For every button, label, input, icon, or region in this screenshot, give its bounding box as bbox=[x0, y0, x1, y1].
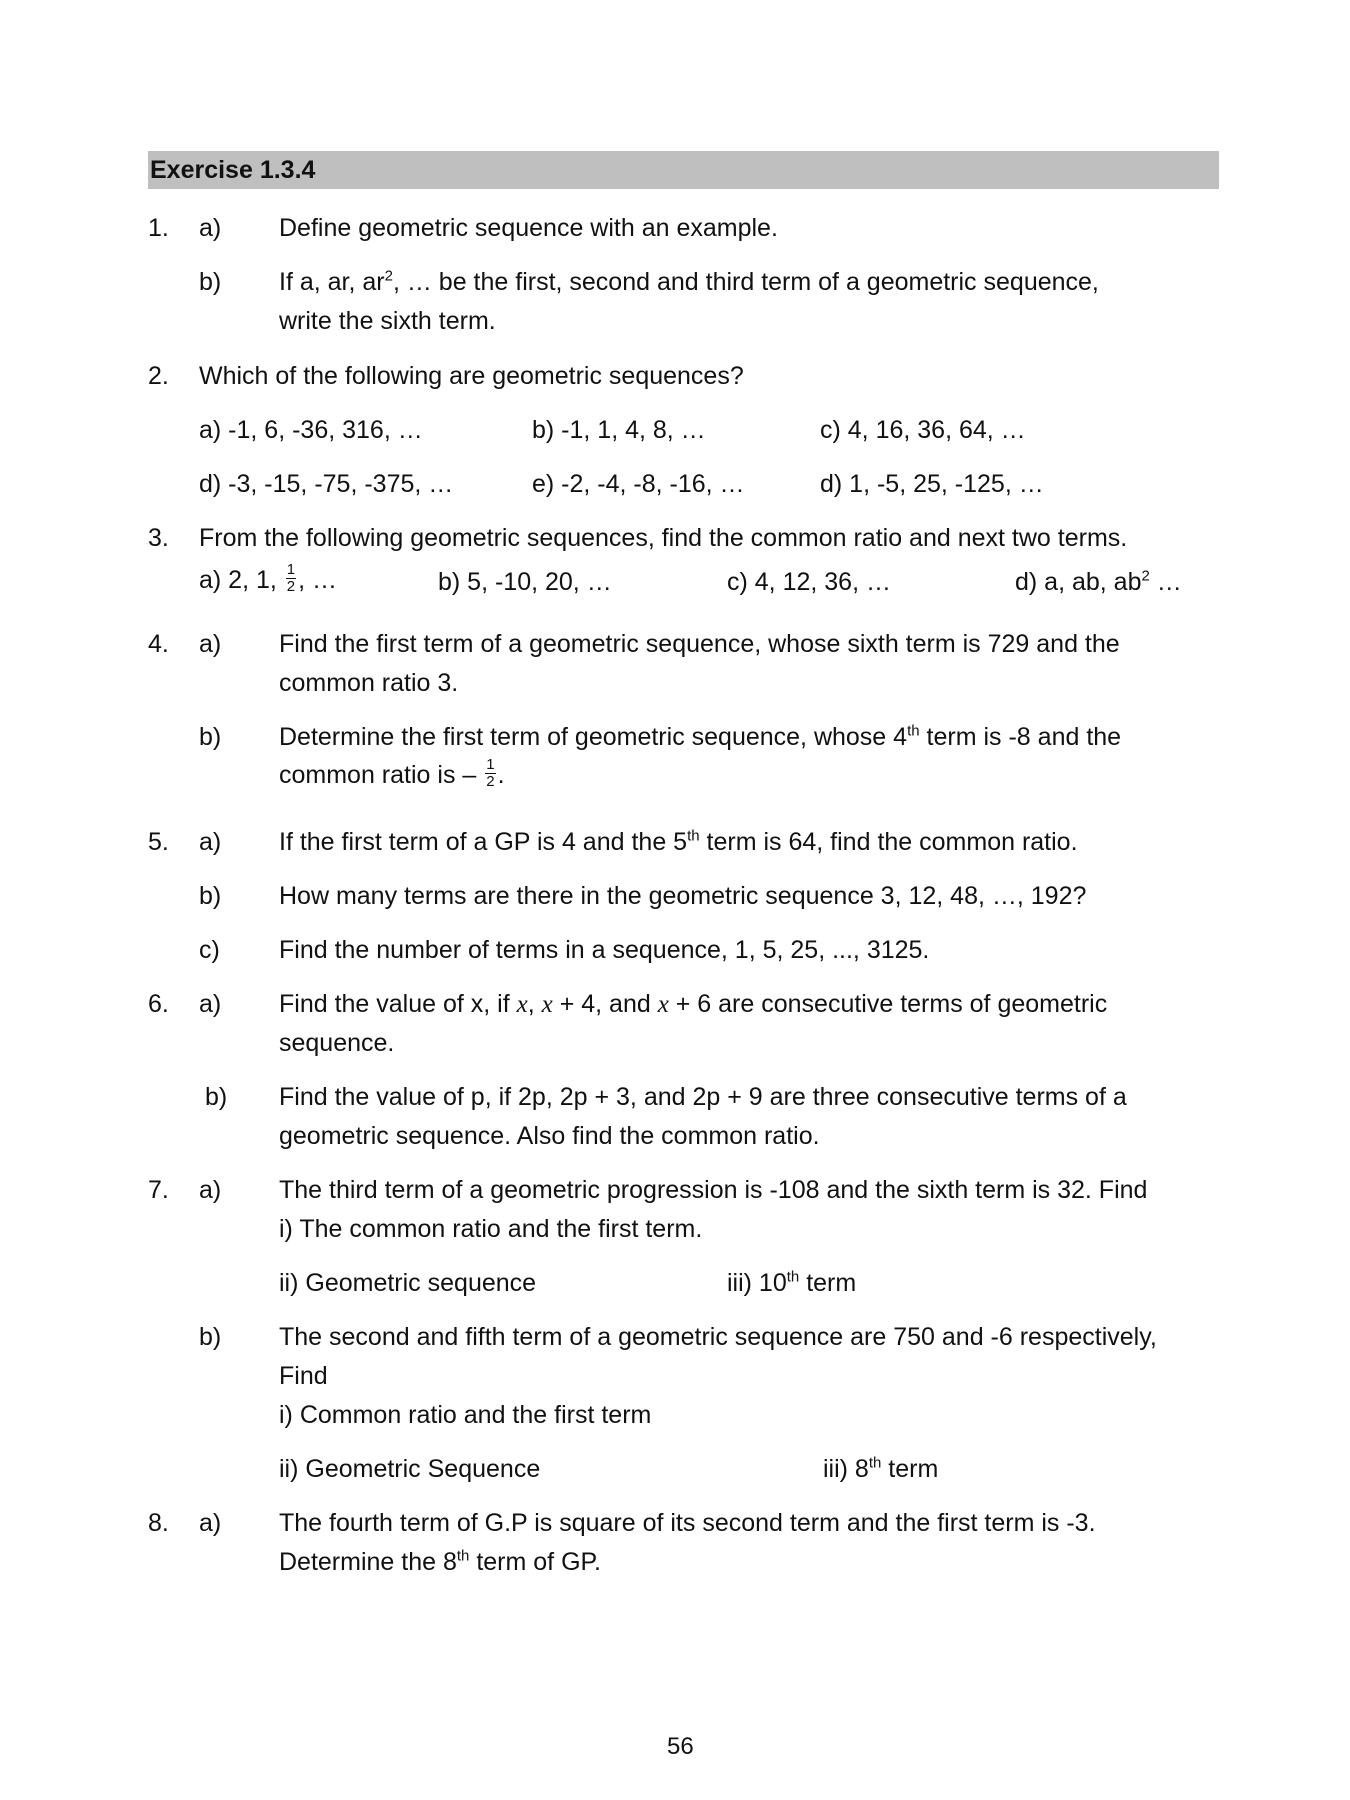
q5b-text: How many terms are there in the geometric sequence 3, 12, 48, …, 192? bbox=[279, 882, 1087, 910]
q4b-line-2: common ratio is – $\frac{1}{2}$ . bbox=[279, 756, 505, 790]
page-number: 56 bbox=[667, 1733, 694, 1760]
q7b-line-3: i) Common ratio and the first term bbox=[279, 1401, 652, 1429]
q1-number: 1. bbox=[148, 214, 169, 242]
q2-option-b: b) -1, 1, 4, 8, … bbox=[532, 416, 706, 444]
q8a-line-2: Determine the 8th term of GP. bbox=[279, 1547, 601, 1576]
q6b-label: b) bbox=[205, 1083, 228, 1111]
q2-option-a: a) -1, 6, -36, 316, … bbox=[199, 416, 423, 444]
q3-text: From the following geometric sequences, find the common ratio and next two terms. bbox=[199, 524, 1128, 552]
q3-option-a: a) 2, 1, $\frac{1}{2}$ , … bbox=[199, 561, 338, 595]
q7a-line-1: The third term of a geometric progression is -108 and the sixth term is 32. Find bbox=[279, 1176, 1148, 1204]
q2-number: 2. bbox=[148, 362, 169, 390]
q4a-line-1: Find the first term of a geometric sequence, whose sixth term is 729 and the bbox=[279, 630, 1120, 658]
q5-number: 5. bbox=[148, 828, 169, 856]
q3-option-b: b) 5, -10, 20, … bbox=[438, 568, 612, 596]
q4b-label: b) bbox=[199, 723, 222, 751]
fraction-half: $\frac{1}{2}$ bbox=[486, 756, 495, 790]
q3-option-c: c) 4, 12, 36, … bbox=[727, 568, 891, 596]
q2-option-e: e) -2, -4, -8, -16, … bbox=[532, 470, 745, 498]
q4a-line-2: common ratio 3. bbox=[279, 669, 459, 697]
q6b-line-1: Find the value of p, if 2p, 2p + 3, and 2p + 9 are three consecutive terms of a bbox=[279, 1083, 1127, 1111]
q6-number: 6. bbox=[148, 990, 169, 1018]
q8a-line-1: The fourth term of G.P is square of its second term and the first term is -3. bbox=[279, 1509, 1096, 1537]
q6a-line-1: Find the value of x, if x, x + 4, and x + 6 are consecutive terms of geometric bbox=[279, 990, 1108, 1018]
q7a-part-ii: ii) Geometric sequence bbox=[279, 1269, 537, 1297]
q1b-label: b) bbox=[199, 268, 222, 296]
q7b-label: b) bbox=[199, 1323, 222, 1351]
q5c-label: c) bbox=[199, 936, 220, 964]
q1b-line-1: If a, ar, $ar^2$, … be the first, second and third term of a geometric sequence, bbox=[279, 267, 1099, 296]
q7a-label: a) bbox=[199, 1176, 222, 1204]
q5a-text: If the first term of a GP is 4 and the 5th term is 64, find the common ratio. bbox=[279, 827, 1078, 856]
q7b-part-iii: iii) 8th term bbox=[823, 1454, 939, 1483]
q7b-line-2: Find bbox=[279, 1362, 328, 1390]
q5a-label: a) bbox=[199, 828, 222, 856]
q7b-part-ii: ii) Geometric Sequence bbox=[279, 1455, 541, 1483]
q8a-label: a) bbox=[199, 1509, 222, 1537]
q6a-label: a) bbox=[199, 990, 222, 1018]
q8-number: 8. bbox=[148, 1509, 169, 1537]
q1b-line-2: write the sixth term. bbox=[279, 307, 496, 335]
q7a-part-iii: iii) 10th term bbox=[727, 1268, 857, 1297]
q4b-line-1: Determine the first term of geometric sequence, whose 4th term is -8 and the bbox=[279, 722, 1122, 751]
q2-text: Which of the following are geometric sequences? bbox=[199, 362, 744, 390]
q3-option-d: d) a, ab, $ab^2$ … bbox=[1015, 567, 1182, 596]
q2-option-d: d) -3, -15, -75, -375, … bbox=[199, 470, 454, 498]
q6b-line-2: geometric sequence. Also find the common ratio. bbox=[279, 1122, 820, 1150]
q6a-line-2: sequence. bbox=[279, 1029, 395, 1057]
exercise-heading-bar bbox=[148, 151, 1219, 189]
q7b-line-1: The second and fifth term of a geometric sequence are 750 and -6 respectively, bbox=[279, 1323, 1157, 1351]
q2-option-f: d) 1, -5, 25, -125, … bbox=[820, 470, 1044, 498]
q3-number: 3. bbox=[148, 524, 169, 552]
q2-option-c: c) 4, 16, 36, 64, … bbox=[820, 416, 1026, 444]
exercise-heading: Exercise 1.3.4 bbox=[150, 156, 316, 184]
q5b-label: b) bbox=[199, 882, 222, 910]
q1a-label: a) bbox=[199, 214, 222, 242]
q4-number: 4. bbox=[148, 630, 169, 658]
q5c-text: Find the number of terms in a sequence, 1, 5, 25, ..., 3125. bbox=[279, 936, 930, 964]
q7-number: 7. bbox=[148, 1176, 169, 1204]
q4a-label: a) bbox=[199, 630, 222, 658]
q7a-line-2: i) The common ratio and the first term. bbox=[279, 1215, 703, 1243]
fraction-half: $\frac{1}{2}$ bbox=[286, 561, 296, 595]
q1a-text: Define geometric sequence with an example. bbox=[279, 214, 778, 242]
